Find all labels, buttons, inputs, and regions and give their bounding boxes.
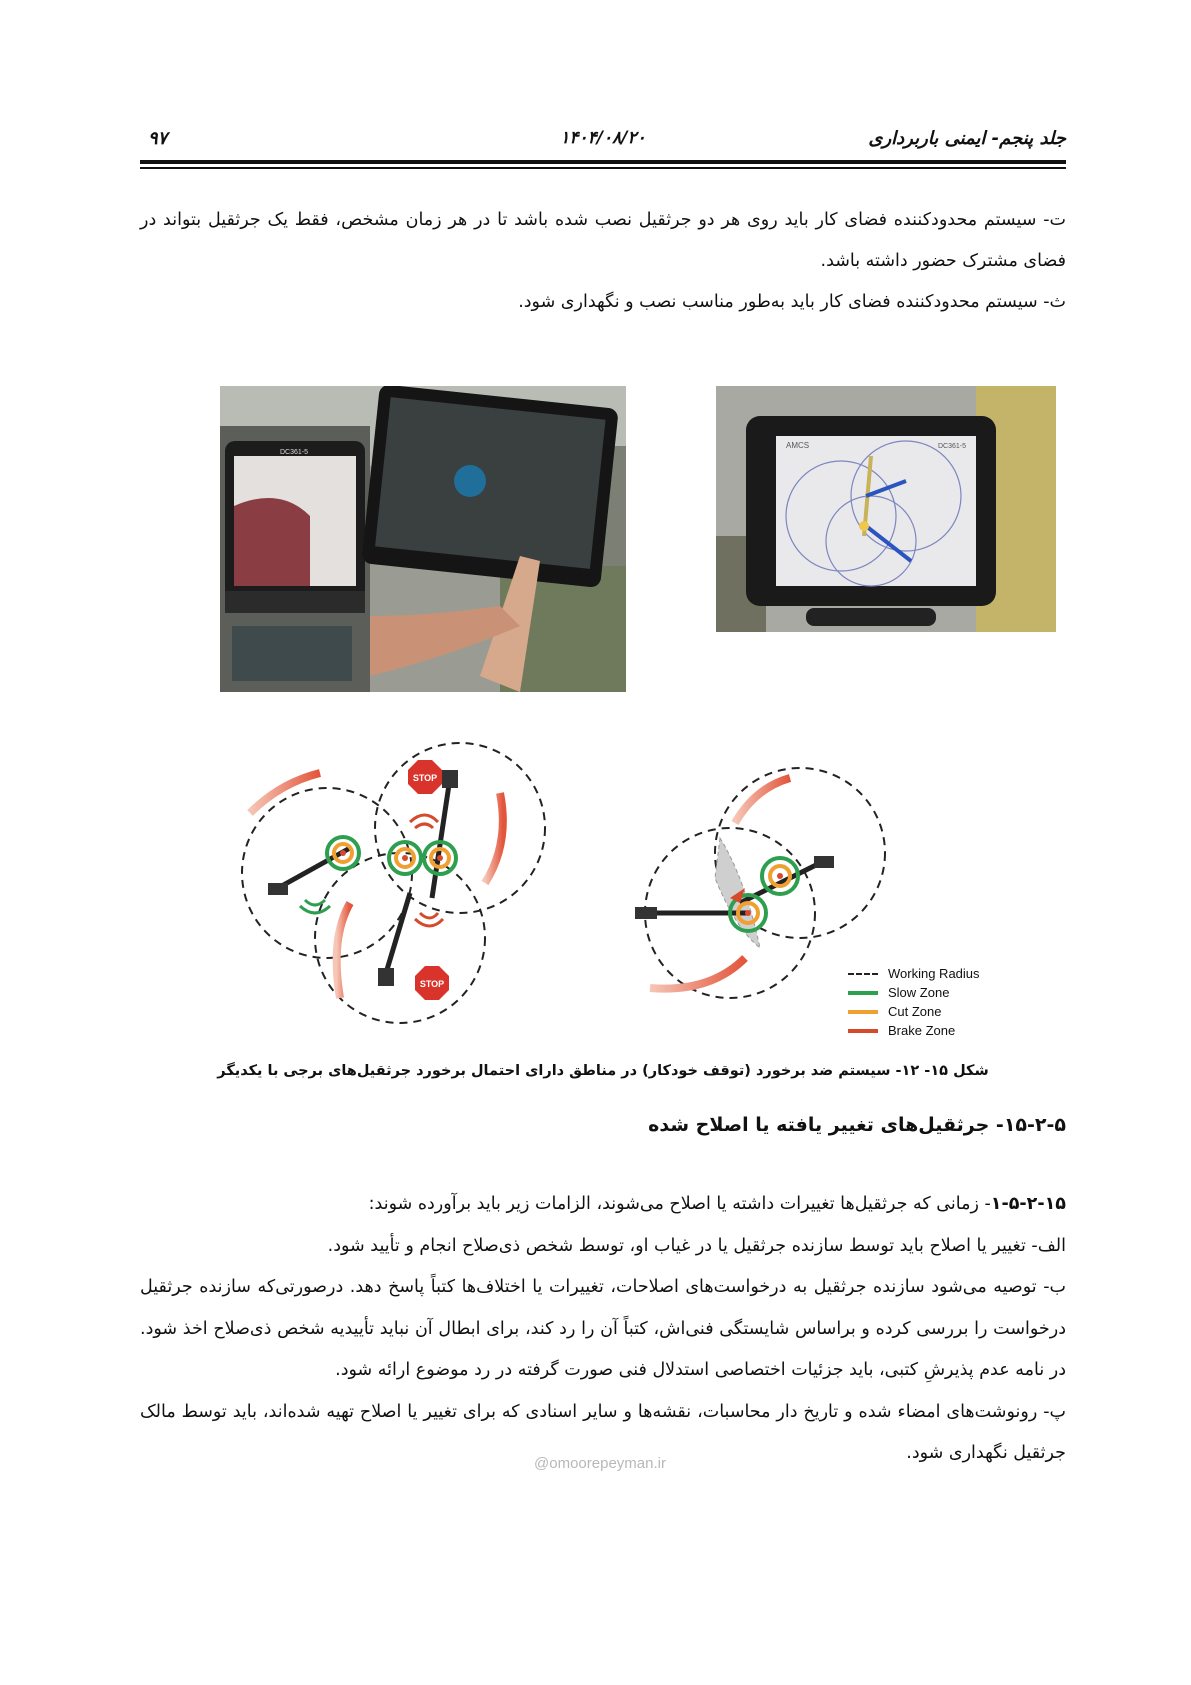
page-header xyxy=(140,128,1066,162)
legend-working-radius: Working Radius xyxy=(848,964,1048,983)
photo-tablet-in-cab-drawing xyxy=(220,386,626,692)
header-rule-thin xyxy=(140,167,1066,169)
brake-zone-1 xyxy=(340,850,346,856)
section-heading: ۱۵-۲-۵- جرثقیل‌های تغییر یافته یا اصلاح شده xyxy=(648,1114,1066,1136)
legend-swatch xyxy=(848,1010,878,1014)
clause-1 xyxy=(140,1184,1066,1226)
signal-waves-green xyxy=(300,900,330,913)
header-rule-thick xyxy=(140,160,1066,164)
legend-swatch xyxy=(848,973,878,975)
photo-amcs-screen-drawing xyxy=(716,386,1056,632)
photo-amcs-screen xyxy=(716,386,1056,632)
rotation-arrow-3 xyxy=(337,903,350,998)
counterweight-4 xyxy=(635,907,657,919)
counterweight-3 xyxy=(378,968,394,986)
counterweight-2 xyxy=(442,770,458,788)
svg-text:STOP: STOP xyxy=(419,979,445,989)
rotation-arrow-5 xyxy=(650,958,745,989)
brake-zone-5 xyxy=(745,910,751,916)
watermark: @omoorepeyman.ir xyxy=(534,1455,666,1472)
item-be: ب- توصیه می‌شود سازنده جرثقیل به درخواست‌های اصلاحات، تغییرات یا اختلاف‌ها کتباً پاسخ دهد. درصورتی‌که سازنده جرثقیل درخواست را بررسی کرده و براساس شایستگی فنی‌اش، کتباً آن را رد کند، برای ابطال آن نباید تأییدیه شخص ذی‌صلاح اخذ شود. در نامه عدم پذیرشِ کتبی، باید جزئیات اختصاصی استدلال فنی صورت گرفته در رد موضوع ارائه شود. xyxy=(140,1277,1066,1380)
item-t: ت- سیستم محدودکننده فضای کار باید روی هر دو جرثقیل نصب شده باشد تا در هر زمان مشخص، فقط یک جرثقیل بتواند در فضای مشترک حضور داشته باشد. xyxy=(140,210,1066,271)
left-device-label: DC361-5 xyxy=(280,449,309,456)
photo-tablet-in-cab xyxy=(220,386,626,692)
rotation-arrow-4 xyxy=(735,778,790,823)
legend-swatch xyxy=(848,991,878,995)
body-text xyxy=(140,1184,1066,1475)
rotation-arrow-2 xyxy=(485,793,503,883)
clause-1-text: - زمانی که جرثقیل‌ها تغییرات داشته یا اصلاح می‌شوند، الزامات زیر باید برآورده شوند: xyxy=(368,1194,991,1214)
diagram-legend xyxy=(848,964,1048,1040)
legend-swatch xyxy=(848,1029,878,1033)
legend-cut-zone: Cut Zone xyxy=(848,1002,1048,1021)
working-radius-1 xyxy=(242,788,412,958)
signal-waves-red-2 xyxy=(415,913,443,926)
page-number: ۹۷ xyxy=(148,128,168,149)
counterweight-1 xyxy=(268,883,288,895)
header-date: ۱۴۰۴/۰۸/۲۰ xyxy=(560,128,646,148)
jib-2 xyxy=(432,778,450,898)
working-radius-2 xyxy=(375,743,545,913)
item-pe: پ- رونوشت‌های امضاء شده و تاریخ دار محاسبات، نقشه‌ها و سایر اسنادی که برای تغییر یا اصلاح تهیه شده‌اند، باید توسط مالک جرثقیل نگهداری شود. xyxy=(140,1401,1066,1463)
item-th: ث- سیستم محدودکننده فضای کار باید به‌طور مناسب نصب و نگهداری شود. xyxy=(518,292,1066,312)
brake-zone-2 xyxy=(437,855,443,861)
item-alef: الف- تغییر یا اصلاح باید توسط سازنده جرثقیل یا در غیاب او، توسط شخص ذی‌صلاح انجام و تأیید شود. xyxy=(327,1235,1066,1256)
clause-1-number: ۱-۵-۲-۱۵ xyxy=(990,1194,1066,1214)
legend-brake-zone: Brake Zone xyxy=(848,1021,1048,1040)
book-title: جلد پنجم- ایمنی باربرداری xyxy=(868,128,1066,149)
amcs-brand: AMCS xyxy=(786,441,810,450)
svg-text:STOP: STOP xyxy=(412,773,438,783)
stop-sign-bottom xyxy=(415,966,449,1000)
stop-sign-top xyxy=(408,760,442,794)
rotation-arrow-1 xyxy=(250,773,320,813)
signal-waves-red-1 xyxy=(410,815,438,828)
figure-caption: شکل ۱۵- ۱۲- سیستم ضد برخورد (توقف خودکار) در مناطق دارای احتمال برخورد جرثقیل‌های برجی با یکدیگر xyxy=(217,1063,989,1079)
intro-text xyxy=(140,200,1066,323)
jib-3 xyxy=(386,893,410,973)
brake-zone-3 xyxy=(402,855,408,861)
counterweight-5 xyxy=(814,856,834,868)
amcs-device-label: DC361-5 xyxy=(938,443,967,450)
brake-zone-4 xyxy=(777,873,783,879)
legend-slow-zone: Slow Zone xyxy=(848,983,1048,1002)
